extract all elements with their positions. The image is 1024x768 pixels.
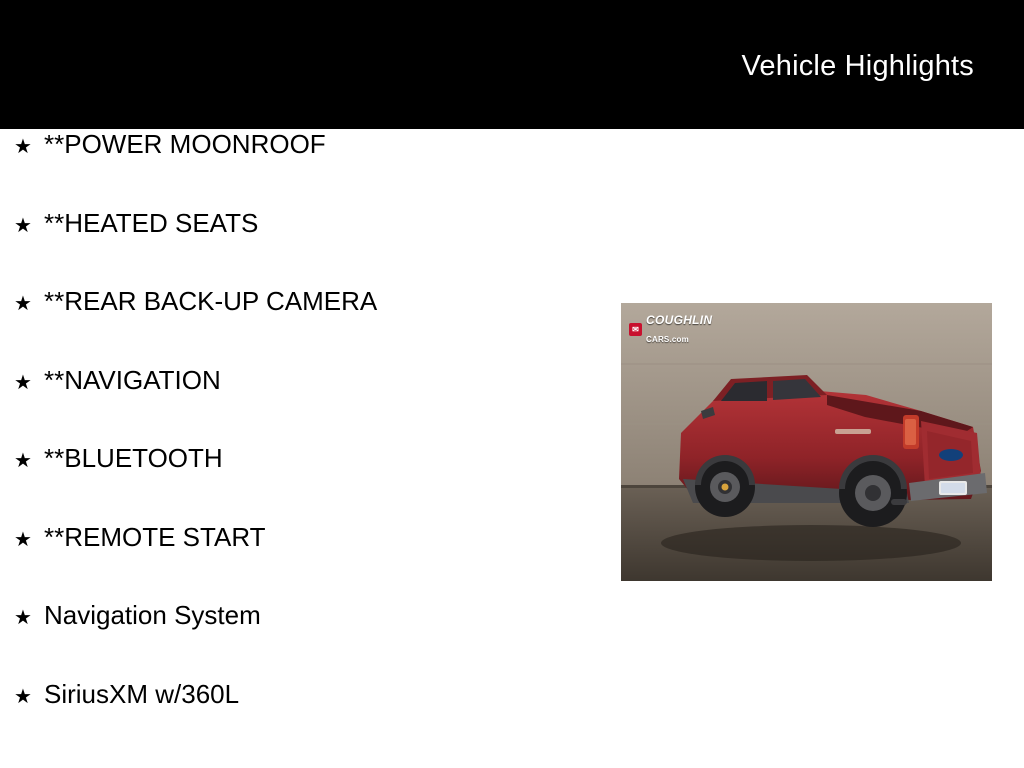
page-title: Vehicle Highlights xyxy=(741,50,974,82)
dealer-brand-subtext: CARS.com xyxy=(646,335,689,344)
list-item xyxy=(0,600,600,679)
list-item xyxy=(0,365,600,444)
list-item-label: SiriusXM w/360L xyxy=(44,678,240,709)
vehicle-photo xyxy=(621,303,992,581)
star-icon: ★ xyxy=(14,528,32,551)
list-item xyxy=(0,208,600,287)
dealer-badge-icon: ✉ xyxy=(629,323,642,336)
star-icon: ★ xyxy=(14,685,32,708)
star-icon: ★ xyxy=(14,214,32,237)
list-item-label: **HEATED SEATS xyxy=(44,207,259,238)
star-icon: ★ xyxy=(14,450,32,472)
list-item-label: **REAR BACK-UP CAMERA xyxy=(44,286,378,316)
list-item-label: **NAVIGATION xyxy=(44,364,221,395)
list-item-label: Navigation System xyxy=(44,600,261,630)
list-item-label: **POWER MOONROOF xyxy=(44,129,326,159)
vehicle-highlights-list xyxy=(0,129,600,757)
star-icon: ★ xyxy=(14,371,32,394)
list-item xyxy=(0,286,600,365)
list-item xyxy=(0,522,600,601)
star-icon: ★ xyxy=(14,293,32,315)
star-icon: ★ xyxy=(14,136,32,158)
list-item-label: **BLUETOOTH xyxy=(44,443,223,473)
header-bar xyxy=(0,0,1024,129)
list-item xyxy=(0,129,600,208)
content-area xyxy=(0,129,1024,768)
dealer-brand-text: COUGHLIN xyxy=(646,313,713,327)
list-item xyxy=(0,443,600,522)
vehicle-photo-illustration xyxy=(621,303,992,581)
list-item xyxy=(0,679,600,758)
star-icon: ★ xyxy=(14,607,32,629)
list-item-label: **REMOTE START xyxy=(44,521,266,552)
